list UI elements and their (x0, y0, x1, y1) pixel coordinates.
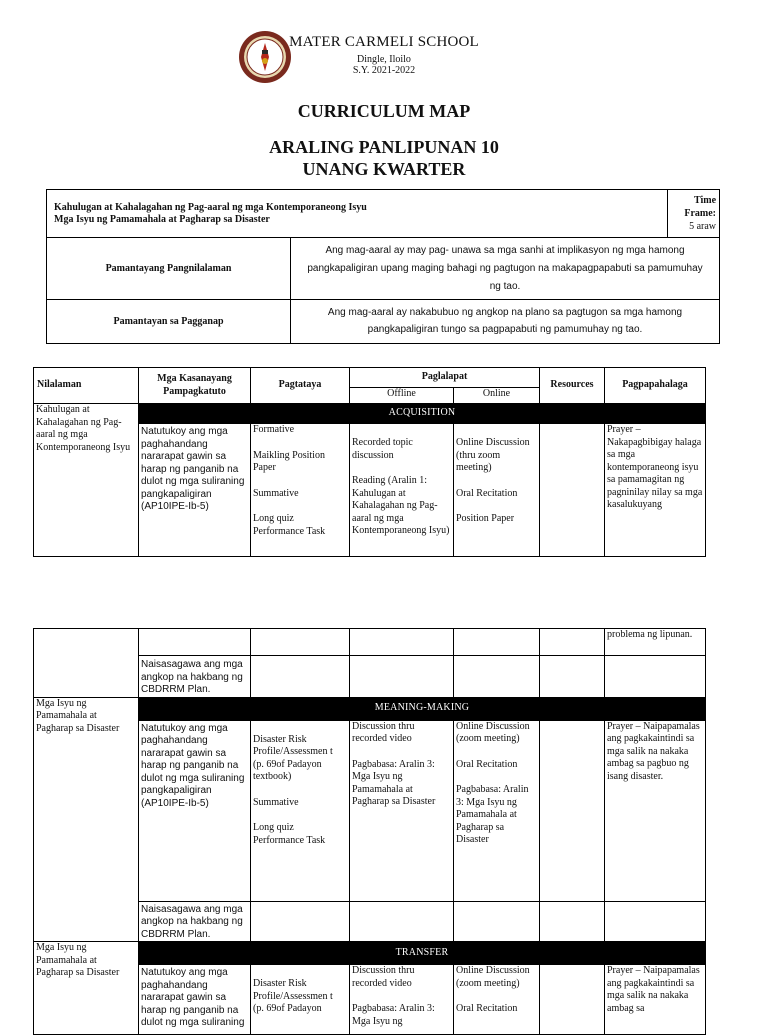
transfer-online: Online Discussion (zoom meeting) Oral Recitation (454, 965, 540, 1035)
subject-title: ARALING PANLIPUNAN 10 (269, 137, 499, 157)
school-location: Dingle, Iloilo (357, 54, 411, 65)
school-name: MATER CARMELI SCHOOL (289, 34, 479, 50)
phase-transfer: TRANSFER (139, 942, 706, 965)
content-standard-label: Pamantayang Pangnilalaman (47, 238, 291, 300)
acquisition-pagtataya: Formative Maikling Position Paper Summative Long quiz Performance Task (251, 424, 350, 557)
time-frame-value: 5 araw (689, 221, 717, 232)
meaning-making-online: Online Discussion (zoom meeting) Oral Recitation Pagbabasa: Aralin 3: Mga Isyu ng Pamamahala at Pagharap sa Disaster (454, 720, 540, 901)
col-header-kasanayan: Mga Kasanayang Pampagkatuto (139, 368, 251, 404)
meaning-making-pagpapahalaga: Prayer – Naipapamalas ang pagkakaintindi sa mga salik na nakaka ambag sa pagbuo ng isang disaster. (605, 720, 706, 901)
transfer-resources (540, 965, 605, 1035)
document-title: CURRICULUM MAP (297, 101, 471, 121)
acquisition-online: Online Discussion (thru zoom meeting) Oral Recitation Position Paper (454, 424, 540, 557)
phase-acquisition: ACQUISITION (139, 404, 706, 424)
school-year: S.Y. 2021-2022 (352, 65, 416, 76)
col-header-online: Online (454, 388, 540, 404)
continuation-pagpapahalaga: problema ng lipunan. (605, 629, 706, 656)
col-header-resources: Resources (540, 368, 605, 404)
continuation-nilalaman (34, 629, 139, 698)
acquisition-pagpapahalaga: Prayer – Nakapagbibigay halaga sa mga kontemporaneong isyu sa pamamagitan ng pagninilay nilay sa mga kasalukuyang (605, 424, 706, 557)
meaning-making-competency-2: Naisasagawa ang mga angkop na hakbang ng CBDRRM Plan. (139, 901, 251, 942)
quarter-title: UNANG KWARTER (302, 159, 466, 179)
curriculum-intro-table (46, 189, 720, 344)
curriculum-map-table-page2 (33, 628, 706, 1035)
performance-standard-text: Ang mag-aaral ay nakabubuo ng angkop na plano sa pagtugon sa mga hamong pangkapaligiran tungo sa pagpapabuti ng pamumuhay ng tao. (291, 300, 720, 344)
meaning-making-competency: Natutukoy ang mga paghahandang nararapat gawin sa harap ng panganib na dulot ng mga suliraning pangkapaligiran (AP10IPE-Ib-5) (139, 720, 251, 901)
meaning-making-offline: Discussion thru recorded video Pagbabasa: Aralin 3: Mga Isyu ng Pamamahala at Pagharap sa Disaster (350, 720, 454, 901)
acquisition-offline: Recorded topic discussion Reading (Aralin 1: Kahulugan at Kahalagahan ng Pag-aaral ng mga Kontemporaneong Isyu) (350, 424, 454, 557)
performance-standard-label: Pamantayan sa Pagganap (47, 300, 291, 344)
col-header-pagtataya: Pagtataya (251, 368, 350, 404)
acquisition-competency: Natutukoy ang mga paghahandang nararapat gawin sa harap ng panganib na dulot ng mga suliraning pangkapaligiran (AP10IPE-Ib-5) (139, 424, 251, 557)
content-standard-text: Ang mag-aaral ay may pag- unawa sa mga sanhi at implikasyon ng mga hamong pangkapaligiran upang maging bahagi ng pagtugon na makapagpapabuti sa pamumuhay ng tao. (291, 238, 720, 300)
meaning-making-pagtataya: Disaster Risk Profile/Assessmen t (p. 69of Padayon textbook) Summative Long quiz Performance Task (251, 720, 350, 901)
meaning-making-resources (540, 720, 605, 901)
continuation-competency: Naisasagawa ang mga angkop na hakbang ng CBDRRM Plan. (139, 656, 251, 698)
phase-meaning-making: MEANING-MAKING (139, 697, 706, 720)
topic-1: Kahulugan at Kahalagahan ng Pag-aaral ng mga Kontemporaneong Isyu (54, 202, 367, 213)
topic-2: Mga Isyu ng Pamamahala at Pagharap sa Disaster (54, 214, 270, 225)
topics-cell (47, 190, 668, 238)
col-header-paglalapat: Paglalapat (350, 368, 540, 388)
transfer-pagpapahalaga: Prayer – Naipapamalas ang pagkakaintindi sa mga salik na nakaka ambag sa (605, 965, 706, 1035)
transfer-offline: Discussion thru recorded video Pagbabasa: Aralin 3: Mga Isyu ng (350, 965, 454, 1035)
curriculum-map-table-page1 (33, 367, 706, 557)
acquisition-resources (540, 424, 605, 557)
acquisition-nilalaman: Kahulugan at Kahalagahan ng Pag-aaral ng mga Kontemporaneong Isyu (34, 404, 139, 557)
transfer-competency: Natutukoy ang mga paghahandang nararapat gawin sa harap ng panganib na dulot ng mga suliraning (139, 965, 251, 1035)
meaning-making-nilalaman: Mga Isyu ng Pamamahala at Pagharap sa Disaster (34, 697, 139, 942)
col-header-pagpapahalaga: Pagpapahalaga (605, 368, 706, 404)
col-header-offline: Offline (350, 388, 454, 404)
transfer-nilalaman: Mga Isyu ng Pamamahala at Pagharap sa Disaster (34, 942, 139, 1035)
col-header-nilalaman: Nilalaman (34, 368, 139, 404)
time-frame-cell: Time Frame: 5 araw (668, 190, 720, 238)
transfer-pagtataya: Disaster Risk Profile/Assessmen t (p. 69of Padayon (251, 965, 350, 1035)
